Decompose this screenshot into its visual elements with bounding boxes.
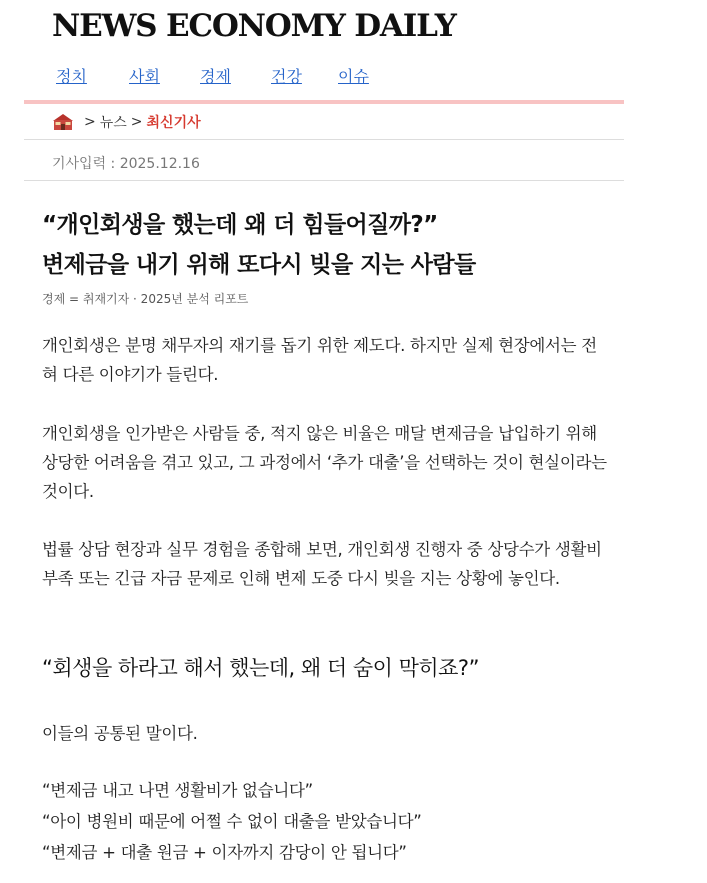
nav-item-issue[interactable]: 이슈 <box>338 67 369 86</box>
quote-item: “아이 병원비 때문에 어쩔 수 없이 대출을 받았습니다” <box>42 812 422 831</box>
article-paragraph: 개인회생을 인가받은 사람들 중, 적지 않은 비율은 매달 변제금을 납입하기 위해 상당한 어려움을 겪고 있고, 그 과정에서 ‘추가 대출’을 선택하는 것이 현실이라는 것이다. <box>42 424 607 501</box>
article-byline: 경제 = 취재기자 · 2025년 분석 리포트 <box>42 292 249 306</box>
breadcrumb-separator: > <box>84 114 96 130</box>
nav-item-politics[interactable]: 정치 <box>56 67 87 86</box>
breadcrumb-news[interactable]: 뉴스 <box>99 115 127 131</box>
pull-quote: “회생을 하라고 해서 했는데, 왜 더 숨이 막히죠?” <box>42 656 479 680</box>
article-date: 기사입력 : 2025.12.16 <box>52 156 200 172</box>
headline-line: 변제금을 내기 위해 또다시 빚을 지는 사람들 <box>42 252 476 278</box>
site-title[interactable]: NEWS ECONOMY DAILY <box>52 8 456 44</box>
article-headline <box>42 205 622 285</box>
nav-item-society[interactable]: 사회 <box>129 67 160 86</box>
article-paragraph: 개인회생은 분명 채무자의 재기를 돕기 위한 제도다. 하지만 실제 현장에서는 전혀 다른 이야기가 들린다. <box>42 336 597 384</box>
breadcrumb-current: 최신기사 <box>146 115 201 131</box>
article-paragraph: 법률 상담 현장과 실무 경험을 종합해 보면, 개인회생 진행자 중 상당수가 생활비 부족 또는 긴급 자금 문제로 인해 변제 도중 다시 빚을 지는 상황에 놓인다. <box>42 540 602 588</box>
quote-item: “변제금 내고 나면 생활비가 없습니다” <box>42 781 313 800</box>
breadcrumb-separator: > <box>130 114 143 130</box>
article-lead: 이들의 공통된 말이다. <box>42 724 198 743</box>
header-divider <box>24 100 624 104</box>
home-icon[interactable] <box>52 113 74 131</box>
nav-item-economy[interactable]: 경제 <box>200 67 231 86</box>
date-divider <box>24 180 624 181</box>
breadcrumb <box>52 112 201 132</box>
headline-line: “개인회생을 했는데 왜 더 힘들어질까?” <box>42 212 438 238</box>
nav-item-health[interactable]: 건강 <box>271 67 302 86</box>
breadcrumb-divider <box>24 139 624 140</box>
quote-item: “변제금 + 대출 원금 + 이자까지 감당이 안 됩니다” <box>42 843 407 862</box>
